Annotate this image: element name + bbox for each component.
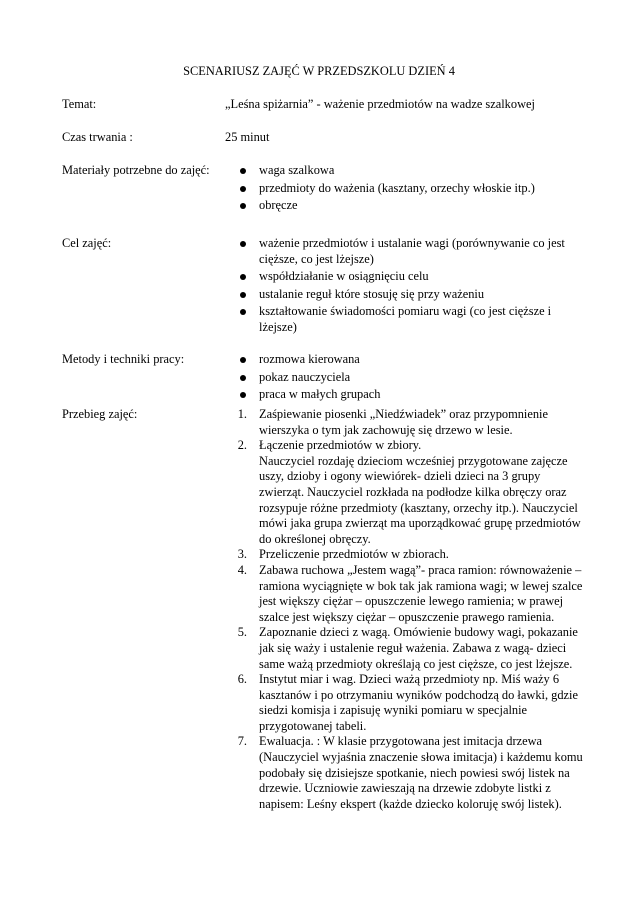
list-item	[225, 625, 585, 672]
list-item-text: kształtowanie świadomości pomiaru wagi (co jest cięższe i lżejsze)	[259, 304, 552, 334]
step-text: Instytut miar i wag. Dzieci ważą przedmioty np. Miś waży 6 kasztanów i po otrzymaniu wyników podchodzą do ławki, gdzie siedzi komisja i zapisuję wyniki pomiaru w specjalnie przygotowanej tabeli.	[259, 672, 578, 733]
bullet-icon	[240, 357, 246, 363]
step-number: 7.	[237, 734, 247, 749]
document-title: SCENARIUSZ ZAJĘĆ W PRZEDSZKOLU DZIEŃ 4	[183, 64, 455, 78]
list-item	[225, 547, 585, 563]
row-value: „Leśna spiżarnia” - ważenie przedmiotów na wadze szalkowej	[225, 97, 535, 111]
bullet-icon	[240, 309, 246, 315]
step-number: 1.	[237, 407, 247, 421]
list-item-text: rozmowa kierowana	[259, 352, 360, 366]
list-item	[225, 198, 585, 214]
list-item	[225, 407, 585, 438]
list-item-text: współdziałanie w osiągnięciu celu	[259, 269, 429, 284]
bullet-icon	[240, 392, 246, 398]
row-label: Czas trwania :	[62, 130, 133, 144]
list-item-text: ważenie przedmiotów i ustalanie wagi (porównywanie co jest cięższe, co jest lżejsze)	[259, 236, 565, 266]
row-label: Cel zajęć:	[62, 236, 112, 250]
list-item-text: waga szalkowa	[259, 163, 335, 177]
bullet-icon	[240, 274, 246, 280]
row-label: Metody i techniki pracy:	[62, 352, 185, 366]
list-item-text: obręcze	[259, 198, 298, 213]
list-item-text: pokaz nauczyciela	[259, 369, 351, 384]
list-item	[225, 672, 585, 734]
row-label: Przebieg zajęć:	[62, 407, 138, 421]
list-item	[225, 387, 585, 403]
step-text: Zapoznanie dzieci z wagą. Omówienie budowy wagi, pokazanie jak się waży i ustalenie reguł ważenia. Zabawa z wagą- dzieci same ważą przedmioty określają co jest cięższe, co jest lżejsze.	[259, 625, 578, 671]
row-label: Temat:	[62, 97, 97, 111]
bullet-icon	[240, 186, 246, 192]
step-number: 2.	[237, 438, 247, 453]
step-text: Przeliczenie przedmiotów w zbiorach.	[259, 547, 449, 562]
row-value: 25 minut	[225, 130, 270, 144]
list-item	[225, 563, 585, 625]
list-item-text: ustalanie reguł które stosuję się przy ważeniu	[259, 286, 485, 301]
goals-list-container	[225, 236, 585, 336]
list-item	[225, 370, 585, 386]
step-number: 6.	[237, 672, 247, 687]
bullet-icon	[240, 292, 246, 298]
materials-list	[225, 163, 585, 214]
step-number: 3.	[237, 547, 247, 562]
list-item	[225, 734, 585, 812]
step-number: 5.	[237, 625, 247, 640]
list-item	[225, 181, 585, 197]
methods-list	[225, 352, 585, 403]
bullet-icon	[240, 168, 246, 174]
list-item	[225, 304, 585, 335]
bullet-icon	[240, 375, 246, 381]
methods-list-container	[225, 352, 585, 403]
step-number: 4.	[237, 562, 247, 577]
bullet-icon	[240, 203, 246, 209]
step-text: Ewaluacja. : W klasie przygotowana jest imitacja drzewa (Nauczyciel wyjaśnia znaczenie słowa imitacja) i każdemu komu podobały się dzisiejsze spotkanie, niech powiesi swój listek na drzewie. Uczniowie zawieszają na drzewie zdobyte listki z napisem: Leśny ekspert (każde dziecko koloruję swój listek).	[259, 734, 583, 811]
step-text: Zabawa ruchowa „Jestem wagą”- praca ramion: równoważenie – ramiona wyciągnięte w bok tak jak ramiona wagi; w lewej szalce jest większy ciężar – opuszczenie lewego ramienia; w prawej szalce jest większy ciężar – opuszczenie prawego ramienia.	[259, 562, 583, 624]
list-item	[225, 269, 585, 285]
materials-list-container	[225, 163, 585, 214]
list-item	[225, 236, 585, 267]
list-item	[225, 287, 585, 303]
list-item	[225, 163, 585, 179]
list-item-text: praca w małych grupach	[259, 387, 381, 402]
procedure-list	[225, 407, 585, 812]
step-text: Zaśpiewanie piosenki „Niedźwiadek” oraz przypomnienie wierszyka o tym jak zachowuję się drzewo w lesie.	[259, 407, 548, 437]
list-item	[225, 438, 585, 547]
bullet-icon	[240, 241, 246, 247]
step-extra-text: Nauczyciel rozdaję dzieciom wcześniej przygotowane zajęcze uszy, dzioby i ogony wiewiórek- dzieli dzieci na 3 grupy zwierząt. Nauczyciel rozkłada na podłodze kilka obręczy oraz rozsypuje różne przedmioty (kasztany, orzechy itp.). Nauczyciel mówi jaka grupa zwierząt ma uporządkować grupę przedmiotów do określonej obręczy.	[259, 453, 581, 546]
list-item	[225, 352, 585, 368]
step-text: Łączenie przedmiotów w zbiory.	[259, 438, 422, 453]
list-item-text: przedmioty do ważenia (kasztany, orzechy włoskie itp.)	[259, 180, 535, 195]
goals-list	[225, 236, 585, 336]
procedure-list-container	[225, 407, 585, 812]
row-label: Materiały potrzebne do zajęć:	[62, 163, 210, 177]
